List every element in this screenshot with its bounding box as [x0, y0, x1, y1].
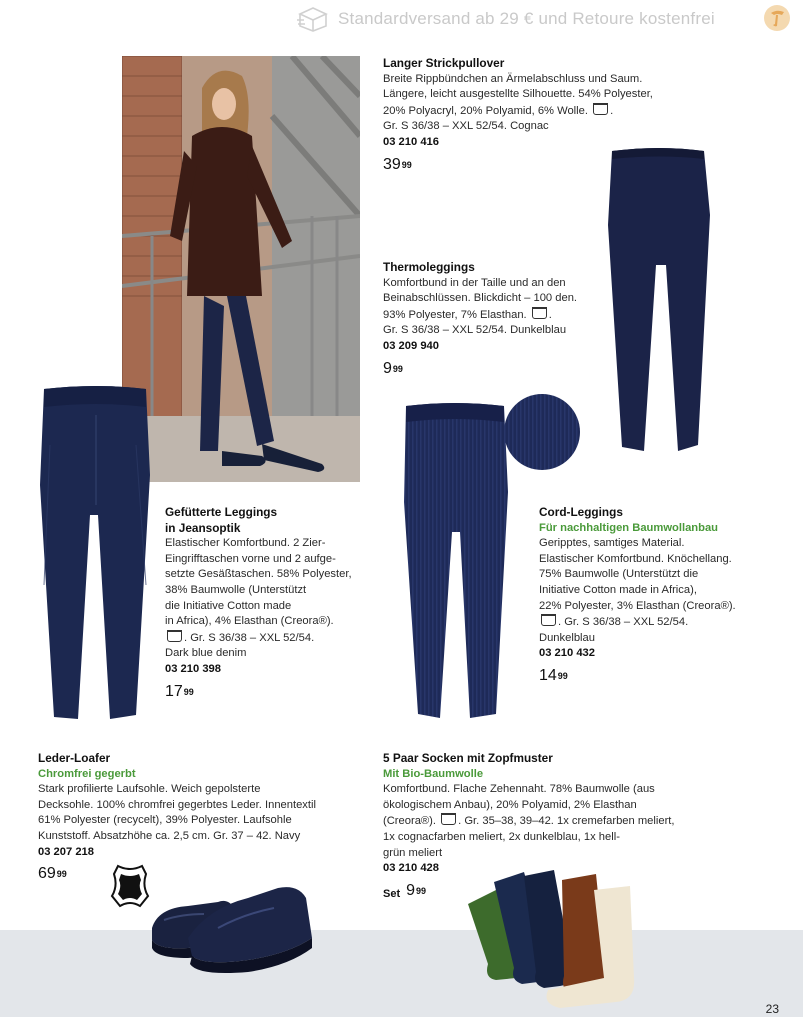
product-desc-line: 22% Polyester, 3% Elasthan (Creora®).: [539, 599, 736, 612]
article-number: 03 210 398: [165, 662, 221, 675]
article-number: 03 210 416: [383, 135, 439, 148]
price: [383, 361, 593, 378]
product-title: Gefütterte Leggings: [165, 505, 278, 519]
genuine-leather-badge-icon: [110, 864, 150, 908]
price-cents: 99: [392, 363, 403, 374]
wash-symbol-icon: [593, 103, 608, 115]
thermoleggings-image: [600, 145, 718, 457]
price-prefix: Set: [383, 887, 401, 900]
product-desc-line: die Initiative Cotton made: [165, 599, 292, 612]
article-number: 03 210 432: [539, 647, 595, 660]
price-cents: 99: [557, 670, 568, 681]
loafer-image: [148, 868, 316, 978]
price: [539, 668, 779, 685]
product-title: 5 Paar Socken mit Zopfmuster: [383, 751, 553, 765]
product-title: Langer Strickpullover: [383, 56, 505, 70]
product-desc-line: Breite Rippbündchen an Ärmelabschluss und Saum.: [383, 72, 643, 85]
product-desc-line: Kunststoff. Absatzhöhe ca. 2,5 cm. Gr. 37 – 42. Navy: [38, 829, 301, 842]
product-desc-line: Komfortbund. Flache Zehennaht. 78% Baumwolle (aus: [383, 783, 655, 796]
wash-symbol-icon: [441, 813, 456, 825]
article-number: 03 207 218: [38, 845, 94, 858]
product-desc-line: 20% Polyacryl, 20% Polyamid, 6% Wolle.: [383, 104, 588, 117]
product-jeans-leggings: Gefütterte Leggings in Jeansoptik Elastischer Komfortbund. 2 Zier- Eingrifftaschen vorne und 2 aufge- setzte Gesäßtaschen. 58% Polyester, 38% Baumwolle (Unterstützt die Initiative Cotton made in Africa), 4% Elasthan (Creora®). . Gr. S 36/38 – XXL 52/54. Dark blue denim 03 210 398 17 99: [165, 505, 375, 700]
product-desc-line: 38% Baumwolle (Unterstützt: [165, 583, 307, 596]
price-euros: 17: [165, 682, 183, 700]
product-pullover: Langer Strickpullover Breite Rippbündchen an Ärmelabschluss und Saum. Längere, leicht ausgestellte Silhouette. 54% Polyester, 20% Polyacryl, 20% Polyamid, 6% Wolle. . Gr. S 36/38 – XXL 52/54. Cognac 03 210 416 39 99: [383, 56, 683, 173]
socks-image: [466, 868, 648, 1018]
product-desc-line: ökologischem Anbau), 20% Polyamid, 2% Elasthan: [383, 798, 637, 811]
product-desc-line: Längere, leicht ausgestellte Silhouette. 54% Polyester,: [383, 88, 653, 101]
product-desc-line: Dark blue denim: [165, 647, 247, 660]
product-title: Leder-Loafer: [38, 751, 111, 765]
fabric-detail: [504, 394, 580, 470]
product-desc-line: Gr. S 36/38 – XXL 52/54.: [190, 631, 315, 644]
price-euros: 9: [383, 359, 392, 377]
product-desc-line: 61% Polyester (recycelt), 39% Polyester. Laufsohle: [38, 814, 292, 827]
product-subtitle: Mit Bio-Baumwolle: [383, 767, 484, 780]
product-desc-line: Gr. S 36/38 – XXL 52/54. Dunkelblau: [383, 324, 567, 337]
price: [165, 684, 375, 701]
price-euros: 69: [38, 865, 56, 883]
product-title: Thermoleggings: [383, 260, 475, 274]
product-desc-line: Dunkelblau: [539, 631, 595, 644]
product-desc-line: Geripptes, samtiges Material.: [539, 537, 685, 550]
wash-symbol-icon: [541, 614, 556, 626]
product-desc-line: setzte Gesäßtaschen. 58% Polyester,: [165, 568, 352, 581]
product-desc-line: in Africa), 4% Elasthan (Creora®).: [165, 615, 334, 628]
product-title-2: in Jeansoptik: [165, 520, 241, 535]
price-cents: 99: [401, 159, 412, 170]
product-desc-line: Komfortbund in der Taille und an den: [383, 276, 566, 289]
product-desc-line: Beinabschlüssen. Blickdicht – 100 den.: [383, 292, 578, 305]
wash-symbol-icon: [167, 630, 182, 642]
product-desc-line: Elastischer Komfortbund. 2 Zier-: [165, 537, 326, 550]
product-subtitle: Für nachhaltigen Baumwollanbau: [539, 521, 719, 534]
page-number: 23: [765, 1002, 779, 1016]
bottom-band: [0, 930, 803, 1017]
product-desc-line: 75% Baumwolle (Unterstützt die: [539, 568, 699, 581]
price-euros: 14: [539, 666, 557, 684]
price-euros: 9: [406, 881, 416, 899]
product-desc-line: 1x cognacfarben meliert, 2x dunkelblau, 1x hell-: [383, 830, 620, 843]
product-subtitle: Chromfrei gegerbt: [38, 767, 136, 780]
price-cents: 99: [56, 869, 67, 880]
product-desc-line: Decksohle. 100% chromfrei gegerbtes Leder. Innentextil: [38, 798, 316, 811]
tchibo-logo-icon: [763, 4, 791, 32]
product-desc-line: 93% Polyester, 7% Elasthan.: [383, 308, 527, 321]
product-desc-line: grün meliert: [383, 846, 443, 859]
shipping-banner-text: Standardversand ab 29 € und Retoure kostenfrei: [338, 9, 715, 28]
product-cord-leggings: Cord-Leggings Für nachhaltigen Baumwollanbau Geripptes, samtiges Material. Elastischer Komfortbund. Knöchellang. 75% Baumwolle (Unterstützt die Initiative Cotton made in Africa), 22% Polyester, 3% Elasthan (Creora®). . Gr. S 36/38 – XXL 52/54. Dunkelblau 03 210 432 14 99: [539, 505, 779, 685]
product-desc-line: Gr. S 36/38 – XXL 52/54. Cognac: [383, 120, 549, 133]
shipping-banner: [296, 4, 803, 34]
article-number: 03 210 428: [383, 862, 439, 875]
product-socks: 5 Paar Socken mit Zopfmuster Mit Bio-Baumwolle Komfortbund. Flache Zehennaht. 78% Baumwolle (aus ökologischem Anbau), 20% Polyamid, 2% Elasthan (Creora®). . Gr. 35–38, 39–42. 1x cremefarben meliert, 1x cognacfarben meliert, 2x dunkelblau, 1x hell- grün meliert 03 210 428 Set 9 99: [383, 751, 683, 902]
product-desc-line: Eingrifftaschen vorne und 2 aufge-: [165, 552, 336, 565]
price-euros: 39: [383, 155, 401, 173]
model-photo: [122, 56, 360, 482]
product-desc-line: Gr. 35–38, 39–42. 1x cremefarben meliert,: [464, 815, 675, 828]
product-desc-line: Elastischer Komfortbund. Knöchellang.: [539, 552, 732, 565]
product-desc-line: Stark profilierte Laufsohle. Weich gepolsterte: [38, 783, 261, 796]
price-cents: 99: [183, 686, 194, 697]
delivery-box-icon: [296, 6, 330, 32]
product-loafer: [38, 751, 348, 883]
product-desc-line: Initiative Cotton made in Africa),: [539, 583, 697, 596]
price-cents: 99: [416, 885, 427, 896]
product-desc-line: Gr. S 36/38 – XXL 52/54.: [564, 616, 689, 629]
wash-symbol-icon: [532, 307, 547, 319]
product-title: Cord-Leggings: [539, 505, 623, 519]
product-desc-line: (Creora®).: [383, 815, 436, 828]
jeans-leggings-image: [36, 385, 154, 725]
article-number: 03 209 940: [383, 339, 439, 352]
product-thermoleggings: Thermoleggings Komfortbund in der Taille und an den Beinabschlüssen. Blickdicht – 100 den. 93% Polyester, 7% Elasthan. . Gr. S 36/38 – XXL 52/54. Dunkelblau 03 209 940 9 99: [383, 260, 593, 377]
